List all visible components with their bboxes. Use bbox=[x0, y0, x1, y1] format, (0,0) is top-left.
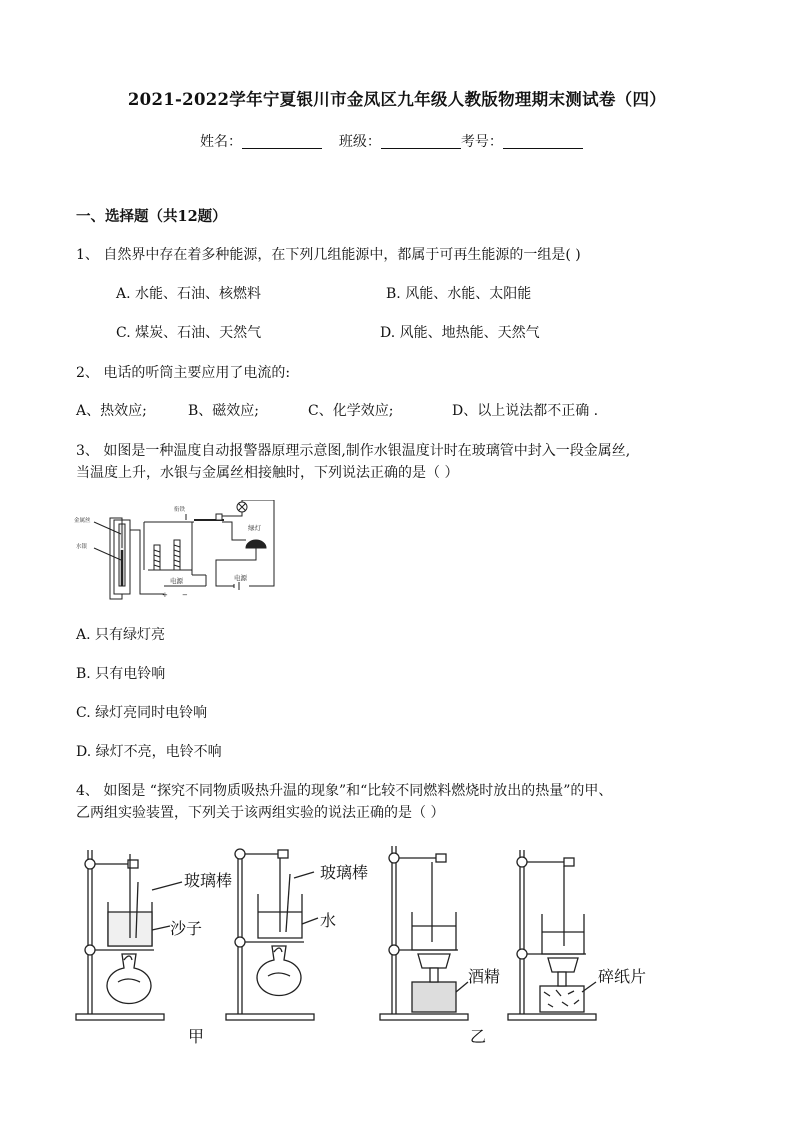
q4-experiment-figure bbox=[74, 842, 694, 1052]
student-info-line bbox=[200, 131, 583, 151]
q1-option-b: B. 风能、水能、太阳能 bbox=[386, 286, 532, 302]
question-2-stem: 2、 电话的听筒主要应用了电流的: bbox=[76, 365, 291, 381]
exam-no-label: 考号： bbox=[460, 134, 503, 150]
label-paper: 碎纸片 bbox=[598, 967, 647, 986]
setup-water bbox=[226, 849, 314, 1020]
label-plus: + bbox=[162, 591, 168, 599]
q3-option-d: D. 绿灯不亮，电铃不响 bbox=[76, 744, 222, 760]
label-group-b: 乙 bbox=[470, 1027, 487, 1046]
q2-option-d: D、以上说法都不正确 . bbox=[452, 403, 599, 419]
label-alcohol: 酒精 bbox=[468, 967, 501, 986]
q3-option-a: A. 只有绿灯亮 bbox=[76, 627, 166, 643]
page-title: 2021-2022学年宁夏银川市金凤区九年级人教版物理期末测试卷（四） bbox=[127, 90, 667, 109]
label-green-light: 绿灯 bbox=[248, 524, 261, 532]
name-label: 姓名： bbox=[200, 134, 242, 150]
q3-option-c: C. 绿灯亮同时电铃响 bbox=[76, 705, 208, 721]
setup-alcohol bbox=[380, 846, 468, 1020]
exam-no-blank[interactable] bbox=[503, 134, 583, 149]
class-blank[interactable] bbox=[381, 134, 461, 149]
setup-paper bbox=[508, 850, 596, 1020]
label-minus: − bbox=[182, 591, 188, 599]
label-group-a: 甲 bbox=[188, 1027, 205, 1046]
question-1-stem: 1、 自然界中存在着多种能源，在下列几组能源中，都属于可再生能源的一组是( ) bbox=[76, 247, 581, 263]
q1-option-d: D. 风能、地热能、天然气 bbox=[380, 325, 540, 341]
label-water: 水 bbox=[320, 911, 337, 930]
question-3-stem-line2: 当温度上升，水银与金属丝相接触时，下列说法正确的是（ ） bbox=[76, 465, 459, 481]
q2-option-b: B、磁效应; bbox=[188, 403, 260, 419]
q3-alarm-circuit-figure bbox=[74, 500, 284, 600]
label-power-2: 电源 bbox=[234, 574, 247, 582]
q1-option-a: A. 水能、石油、核燃料 bbox=[116, 286, 262, 302]
q3-option-b: B. 只有电铃响 bbox=[76, 666, 166, 682]
question-4-stem-line2: 乙两组实验装置，下列关于该两组实验的说法正确的是（ ） bbox=[76, 805, 445, 821]
label-sand: 沙子 bbox=[170, 919, 203, 938]
label-metal-wire: 金属丝 bbox=[74, 518, 91, 524]
q2-option-a: A、热效应; bbox=[76, 403, 147, 419]
question-4-stem-line1: 4、 如图是 “探究不同物质吸热升温的现象”和“比较不同燃料燃烧时放出的热量”的甲、 bbox=[76, 783, 613, 799]
name-blank[interactable] bbox=[242, 134, 322, 149]
label-mercury: 水银 bbox=[76, 544, 88, 550]
setup-sand bbox=[76, 850, 164, 1020]
label-armature: 衔铁 bbox=[174, 507, 186, 513]
section-heading: 一、选择题（共12题） bbox=[76, 208, 227, 225]
label-power-1: 电源 bbox=[170, 577, 183, 585]
label-glass-rod-1: 玻璃棒 bbox=[184, 871, 233, 890]
question-3-stem-line1: 3、 如图是一种温度自动报警器原理示意图,制作水银温度计时在玻璃管中封入一段金属丝, bbox=[76, 443, 631, 459]
q1-option-c: C. 煤炭、石油、天然气 bbox=[116, 325, 262, 341]
label-glass-rod-2: 玻璃棒 bbox=[320, 863, 369, 882]
class-label: 班级： bbox=[338, 134, 381, 150]
q2-option-c: C、化学效应; bbox=[308, 403, 394, 419]
